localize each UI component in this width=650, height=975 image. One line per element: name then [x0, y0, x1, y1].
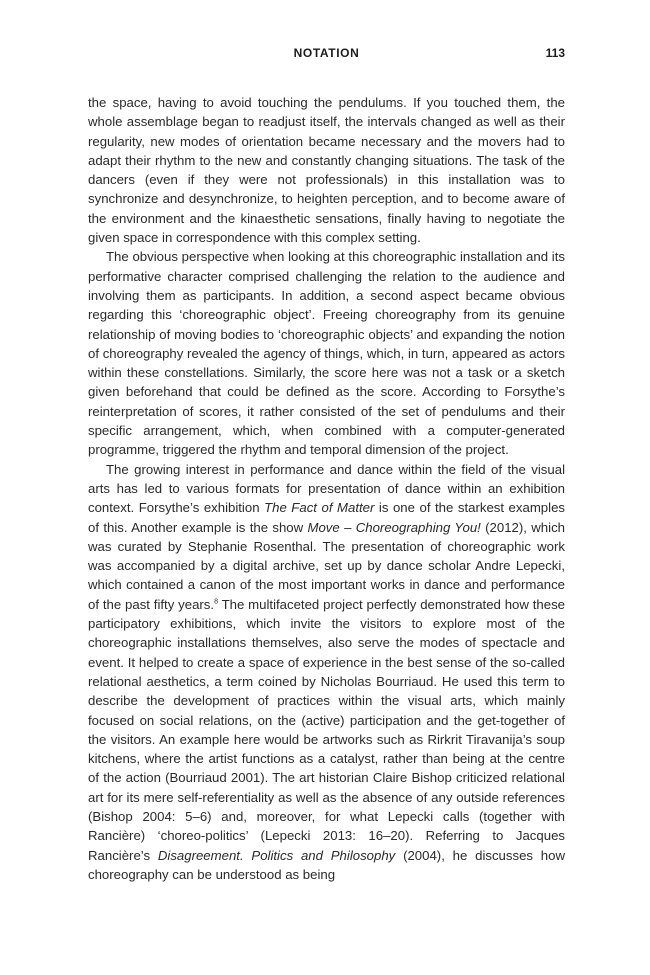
footnote-marker: 8: [214, 598, 218, 606]
italic-title: Disagreement. Politics and Philosophy: [157, 847, 396, 863]
running-head: NOTATION: [293, 46, 360, 60]
page-header: [88, 46, 565, 64]
paragraph: [88, 93, 565, 247]
text-run: the space, having to avoid touching the pendulums. If you touched them, the whole assemblage began to readjust itself, the intervals changed as well as their regularity, new modes of orientation became necessary and the movers had to adapt their rhythm to the new and constantly changing situations. The task of the dancers (even if they were not professionals) in this installation was to synchronize and desynchronize, to heighten perception, and to become aware of the environment and the kinaesthetic sensations, finally having to negotiate the given space in correspondence with this complex setting.: [88, 95, 565, 246]
italic-title: Move – Choreographing You!: [307, 519, 481, 535]
page-number: 113: [545, 46, 565, 60]
paragraph: [88, 247, 565, 459]
text-run: (2012), which was curated by Stephanie Rosenthal. The presentation of choreographic work was accompanied by a digital archive, set up by dance scholar Andre Lepecki, which contained a canon of the most important works in dance and performance of the past fifty years.: [88, 519, 565, 612]
italic-title: The Fact of Matter: [264, 500, 375, 516]
text-run: The growing interest in performance and dance within the field of the visual arts has led to various formats for presentation of dance within an exhibition context. Forsythe’s exhibition: [88, 461, 565, 516]
body-text: [88, 93, 565, 884]
text-run: The multifaceted project perfectly demonstrated how these participatory exhibitions, which invite the visitors to explore most of the choreographic installations themselves, also serve the modes of spectacle and event. It helped to create a space of experience in the best sense of the so-called relational aesthetics, a term coined by Nicholas Bourriaud. He used this term to describe the development of practices within the visual arts, which mainly focused on social relations, on the (active) participation and the get-together of the visitors. An example here would be artworks such as Rirkrit Tiravanija’s soup kitchens, where the artist functions as a catalyst, rather than being at the centre of the action (Bourriaud 2001). The art historian Claire Bishop criticized relational art for its mere self-referentiality as well as the absence of any outside references (Bishop 2004: 5–6) and, moreover, for what Lepecki calls (together with Rancière) ‘choreo-politics’ (Lepecki 2013: 16–20). Referring to Jacques Rancière’s: [88, 596, 566, 863]
text-run: (2004), he discusses how choreography can be understood as being: [88, 847, 565, 882]
paragraph: [88, 460, 565, 885]
text-run: is one of the starkest examples of this. Another example is the show: [88, 500, 565, 535]
text-run: The obvious perspective when looking at this choreographic installation and its performative character comprised challenging the relation to the audience and involving them as participants. In addition, a second aspect became obvious regarding this ‘choreographic object’. Freeing choreography from its genuine relationship of moving bodies to ‘choreographic objects’ and expanding the notion of choreography revealed the agency of things, which, in turn, appeared as actors within these constellations. Similarly, the score here was not a task or a sketch given beforehand that could be defined as the score. According to Forsythe’s reinterpretation of scores, it rather consisted of the set of pendulums and their specific arrangement, which, when combined with a computer-generated programme, triggered the rhythm and temporal dimension of the project.: [88, 249, 565, 458]
